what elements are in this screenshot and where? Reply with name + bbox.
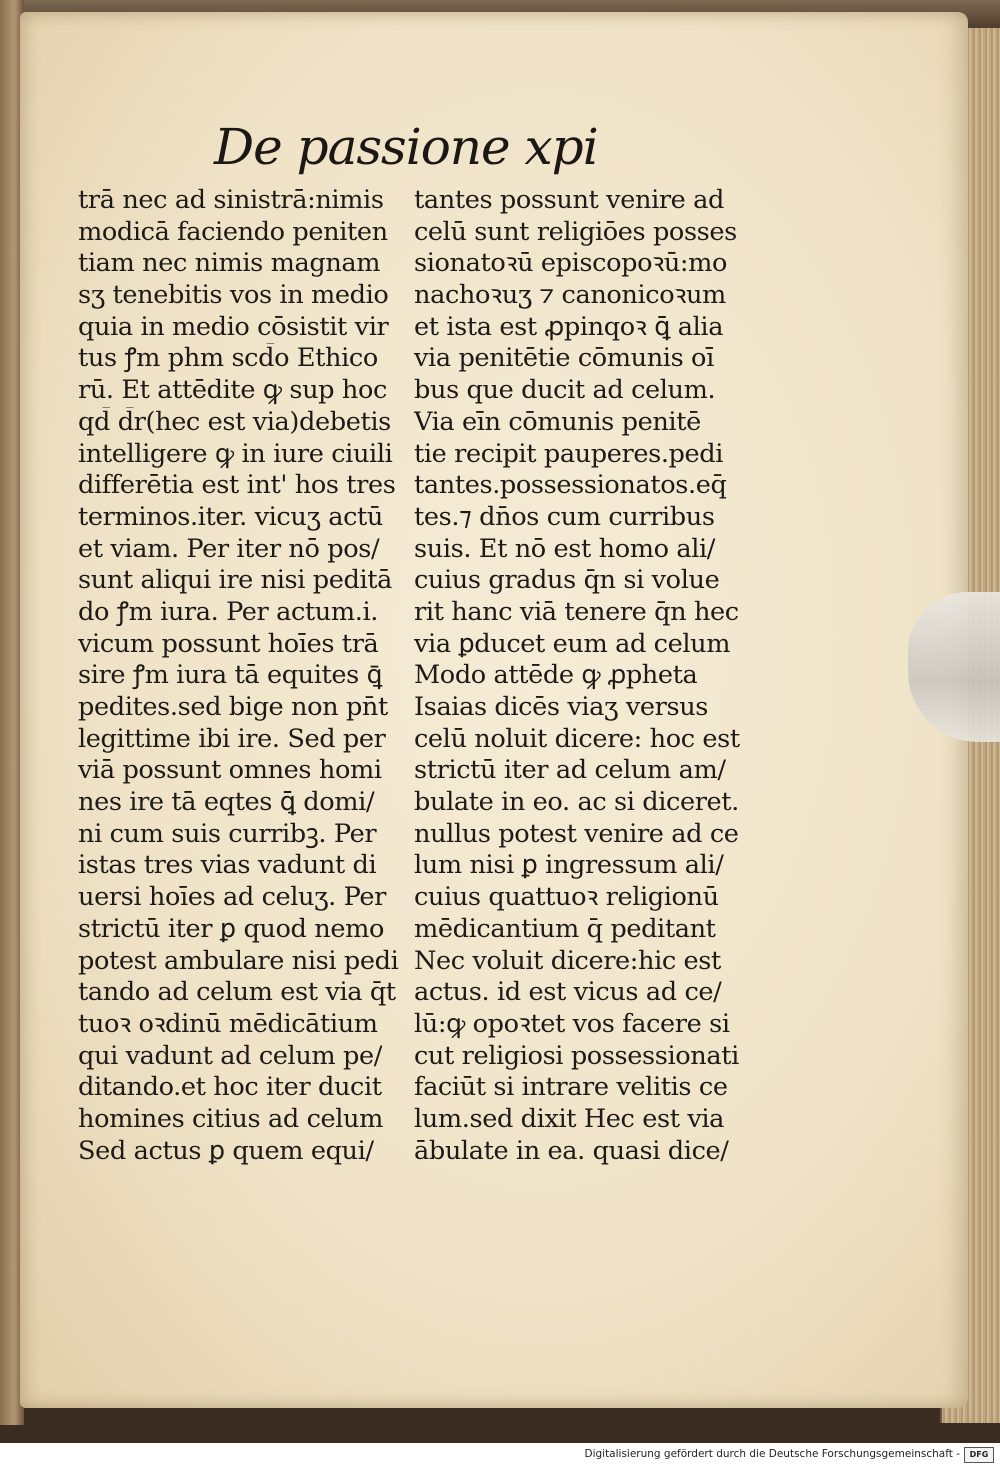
text-line: legittime ibi ire. Sed per [78, 723, 386, 754]
text-line: viā possunt omnes homi [78, 755, 382, 786]
text-line: strictū iter ad celum am/ [414, 755, 726, 786]
text-line: tes.⁊ dn̄os cum curribus [414, 501, 715, 532]
text-line: tus ꝭm phm scd̄o Ethico [78, 343, 378, 374]
text-line: lum.sed dixit Hec est via [414, 1103, 725, 1134]
text-line: intelligere ꝙ in iure ciuili [78, 438, 393, 469]
funding-credit: Digitalisierung gefördert durch die Deutsche Forschungsgemeinschaft - [584, 1448, 960, 1460]
text-line: terminos.iter. vicuʒ actū [78, 501, 383, 532]
text-line: celū sunt religiōes posses [414, 216, 737, 247]
text-line: Isaias dicēs viaʒ versus [414, 692, 709, 722]
text-line: sire ꝭm iura tā equites ꝗ̄ [78, 660, 382, 691]
text-line: Nec voluit dicere:hic est [414, 945, 721, 976]
text-line: rū. Et attēdite ꝙ sup hoc [78, 375, 387, 406]
text-line: ditando.et hoc iter ducit [78, 1072, 382, 1103]
text-line: do ꝭm iura. Per actum.i. [78, 596, 378, 627]
dfg-logo-icon: DFG [964, 1447, 994, 1463]
text-line: qd̄ d̄r(hec est via)debetis [78, 406, 391, 437]
text-line: rit hanc viā tenere q̄n hec [414, 596, 739, 627]
text-line: cuius quattuoꝛ religionū [414, 882, 719, 913]
text-line: via penitētie cōmunis oī [414, 343, 714, 374]
text-line: quia in medio cōsistit vir [78, 311, 389, 342]
text-line: Sed actus ꝑ quem equi/ [78, 1135, 374, 1166]
text-line: via ꝑducet eum ad celum [414, 628, 731, 659]
text-line: celū noluit dicere: hoc est [414, 723, 740, 754]
text-line: tie recipit pauperes.pedi [414, 438, 724, 469]
text-line: lū:ꝙ opoꝛtet vos facere si [414, 1008, 730, 1039]
text-line: istas tres vias vadunt di [78, 850, 377, 881]
text-line: suis. Et nō est homo ali/ [414, 533, 715, 564]
text-line: bus que ducit ad celum. [414, 375, 716, 406]
text-line: uersi hoīes ad celuʒ. Per [78, 882, 386, 913]
text-line: sionatoꝛū episcopoꝛū:mo [414, 248, 728, 279]
text-line: tiam nec nimis magnam [78, 248, 381, 279]
text-line: faciūt si intrare velitis ce [414, 1072, 728, 1103]
text-line: Modo attēde ꝙ ꝓpheta [414, 660, 698, 691]
text-line: pedites.sed bige non pn̄t [78, 692, 388, 722]
text-line: tantes.possessionatos.eq̄ [414, 470, 727, 501]
text-line: mēdicantium q̄ peditant [414, 913, 716, 944]
text-line: qui vadunt ad celum pe/ [78, 1040, 382, 1071]
text-line: potest ambulare nisi pedi [78, 945, 399, 976]
text-line: homines citius ad celum [78, 1103, 383, 1134]
text-line: Via eīn cōmunis penitē [414, 406, 701, 437]
text-line: modicā faciendo peniten [78, 216, 388, 247]
text-line: differētia est int' hos tres [78, 470, 396, 501]
text-line: ni cum suis curribꝫ. Per [78, 818, 377, 849]
text-line: cuius gradus q̄n si volue [414, 565, 720, 596]
text-line: tando ad celum est via q̄t [78, 977, 396, 1008]
text-line: ābulate in ea. quasi dice/ [414, 1135, 729, 1166]
text-line: vicum possunt hoīes trā [78, 628, 379, 659]
text-line: et viam. Per iter nō pos/ [78, 533, 380, 564]
text-line: tantes possunt venire ad [414, 185, 725, 215]
text-line: nullus potest venire ad ce [414, 818, 739, 849]
text-line: bulate in eo. ac si diceret. [414, 787, 739, 818]
text-line: strictū iter ꝑ quod nemo [78, 913, 384, 944]
text-line: nes ire tā eqtes ꝗ̄ domi/ [78, 787, 375, 818]
credit-bar [0, 1443, 1000, 1465]
text-line: trā nec ad sinistrā:nimis [78, 185, 384, 215]
text-line: sʒ tenebitis vos in medio [78, 280, 389, 311]
text-line: et ista est ꝓpinqoꝛ ꝗ̄ alia [414, 311, 724, 342]
text-line: cut religiosi possessionati [414, 1040, 739, 1071]
text-line: sunt aliqui ire nisi peditā [78, 565, 393, 596]
text-line: lum nisi ꝑ ingressum ali/ [414, 850, 724, 881]
text-column-right [414, 185, 744, 1167]
text-line: nachoꝛuʒ ⁊ canonicoꝛum [414, 280, 726, 311]
running-head: De passione xpi [214, 118, 598, 176]
text-column-left [78, 185, 408, 1167]
text-line: tuoꝛ oꝛdinū mēdicātium [78, 1008, 378, 1039]
text-line: actus. id est vicus ad ce/ [414, 977, 722, 1008]
